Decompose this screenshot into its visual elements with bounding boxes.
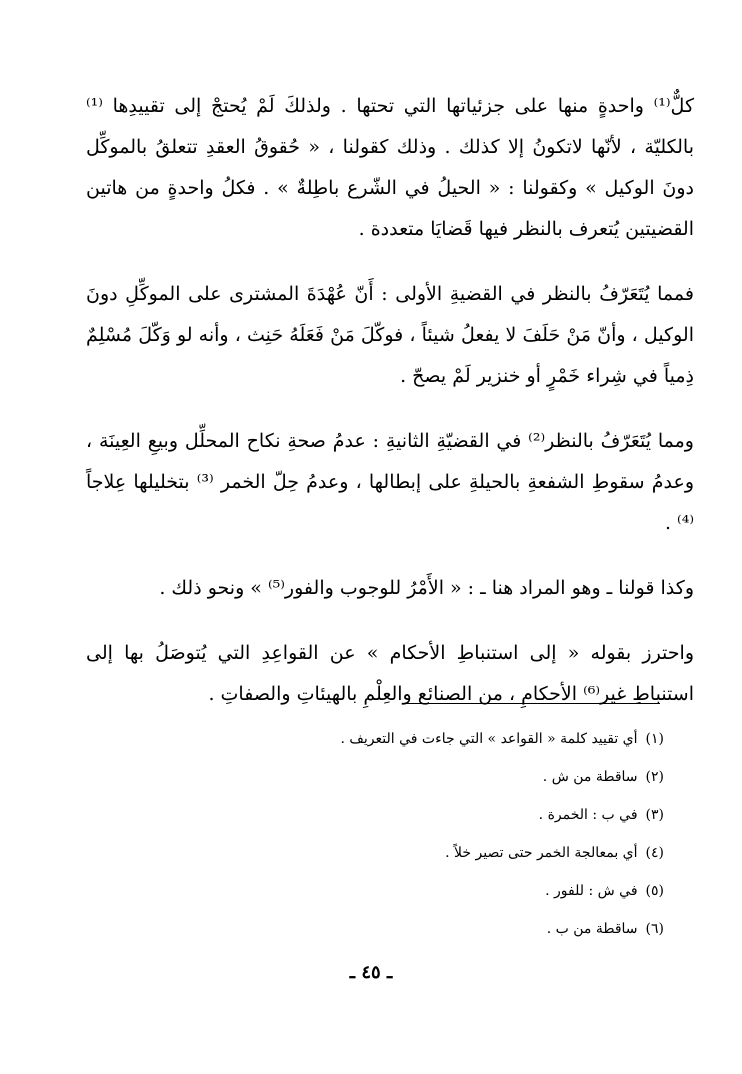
paragraph: واحترز بقوله « إلى استنباطِ الأحكام » عن القواعِدِ التي يُتوصَلُ بها إلى استنباطِ غير⁽⁶⁾ الأحكامِ ، من الصنائع والعِلْمِ بالهيئاتِ والصفاتِ . — [86, 642, 694, 705]
footnote-text: في ب : الخمرة . — [538, 807, 638, 823]
paragraph: ومما يُتَعَرّفُ بالنظر⁽²⁾ في القضيّةِ الثانيةِ : عدمُ صحةِ نكاح المحلِّل وبيعِ العِينَة ، وعدمُ سقوطِ الشفعةِ بالحيلةِ على إبطالها ، وعدمُ حِلّ الخمر ⁽³⁾ بتخليلها عِلاجاً ⁽⁴⁾ . — [86, 430, 695, 534]
footnote-text: ساقطة من ب . — [546, 921, 638, 937]
footnote — [86, 727, 664, 765]
footnote — [86, 917, 664, 955]
footnote — [86, 765, 664, 803]
footnote-separator — [404, 703, 660, 704]
footnote-number: (١) — [645, 731, 664, 747]
footnote-text: أي بمعالجة الخمر حتى تصير خلاً . — [445, 845, 638, 861]
footnote-number: (٢) — [645, 769, 664, 785]
footnote-text: أي تقييد كلمة « القواعد » التي جاءت في التعريف . — [340, 731, 638, 747]
footnote-number: (٤) — [645, 845, 664, 861]
footnotes — [86, 727, 664, 955]
footnote-number: (٥) — [645, 883, 664, 899]
footnote — [86, 879, 664, 917]
footnote — [86, 803, 664, 841]
footnote-number: (٣) — [645, 807, 664, 823]
paragraph: وكذا قولنا ـ وهو المراد هنا ـ : « الأَمْرُ للوجوب والفور⁽⁵⁾ » ونحو ذلك . — [159, 577, 694, 599]
main-text — [86, 86, 694, 715]
footnote-text: ساقطة من ش . — [542, 769, 638, 785]
footnote — [86, 841, 664, 879]
footnote-text: في ش : للفور . — [545, 883, 638, 899]
paragraph: كلٌّ⁽¹⁾ واحدةٍ منها على جزئياتها التي تحتها . ولذلكَ لَمْ يُحتجْ إلى تقييدِها ⁽¹⁾ بالكليّة ، لأنّها لاتكونُ إلا كذلك . وذلك كقولنا ، « حُقوقُ العقدِ تتعلقُ بالموكِّل دونَ الوكيل » وكقولنا : « الحيلُ في الشّرع باطِلةٌ » . فكلُ واحدةٍ من هاتين القضيتين يُتعرف بالنظر فيها قَضايَا متعددة . — [86, 95, 694, 240]
page-number: ـ ٤٥ ـ — [349, 962, 393, 983]
footnote-number: (٦) — [645, 921, 664, 937]
paragraph: فمما يُتَعَرّفُ بالنظر في القضيةِ الأولى : أَنّ عُهْدَةَ المشترى على الموكِّلِ دونَ الوكيل ، وأنّ مَنْ حَلَفَ لا يفعلُ شيئاً ، فوكّلَ مَنْ فَعَلَهُ حَنِث ، وأنه لو وَكّلَ مُسْلِمٌ ذِمياً في شِراء خَمْرٍ أو خنزير لَمْ يصحّ . — [86, 283, 694, 387]
